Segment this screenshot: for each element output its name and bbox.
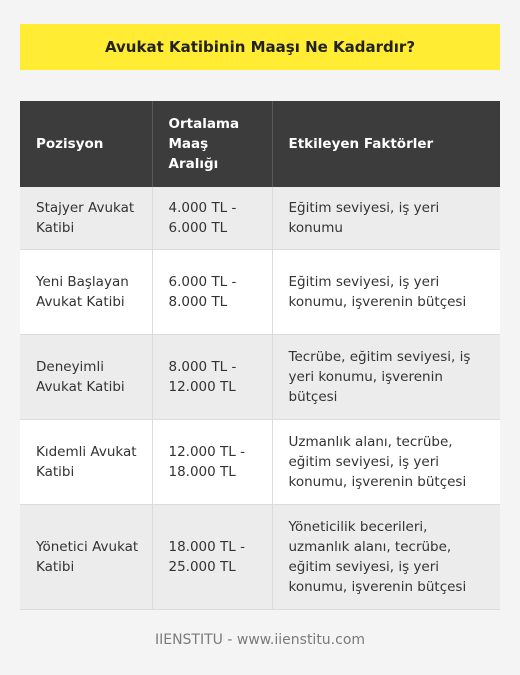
cell-position: Kıdemli Avukat Katibi [20, 420, 152, 505]
table-header-row [20, 101, 500, 187]
cell-position: Yeni Başlayan Avukat Katibi [20, 250, 152, 335]
table-row [20, 505, 500, 610]
table-row [20, 187, 500, 250]
cell-factors: Tecrübe, eğitim seviyesi, iş yeri konumu, işverenin bütçesi [272, 335, 500, 420]
cell-salary-range: 4.000 TL - 6.000 TL [152, 187, 272, 250]
page-title: Avukat Katibinin Maaşı Ne Kadardır? [20, 24, 500, 70]
cell-position: Stajyer Avukat Katibi [20, 187, 152, 250]
cell-salary-range: 12.000 TL - 18.000 TL [152, 420, 272, 505]
cell-factors: Eğitim seviyesi, iş yeri konumu, işverenin bütçesi [272, 250, 500, 335]
cell-salary-range: 18.000 TL - 25.000 TL [152, 505, 272, 610]
cell-position: Yönetici Avukat Katibi [20, 505, 152, 610]
cell-salary-range: 6.000 TL - 8.000 TL [152, 250, 272, 335]
cell-factors: Uzmanlık alanı, tecrübe, eğitim seviyesi, iş yeri konumu, işverenin bütçesi [272, 420, 500, 505]
cell-salary-range: 8.000 TL - 12.000 TL [152, 335, 272, 420]
column-header-factors: Etkileyen Faktörler [272, 101, 500, 187]
salary-table [20, 101, 500, 610]
column-header-salary-range: Ortalama Maaş Aralığı [152, 101, 272, 187]
table-row [20, 335, 500, 420]
cell-factors: Eğitim seviyesi, iş yeri konumu [272, 187, 500, 250]
column-header-position: Pozisyon [20, 101, 152, 187]
table-row [20, 420, 500, 505]
table-row [20, 250, 500, 335]
cell-factors: Yöneticilik becerileri, uzmanlık alanı, tecrübe, eğitim seviyesi, iş yeri konumu, işverenin bütçesi [272, 505, 500, 610]
cell-position: Deneyimli Avukat Katibi [20, 335, 152, 420]
footer-credit: IIENSTITU - www.iienstitu.com [154, 632, 366, 648]
